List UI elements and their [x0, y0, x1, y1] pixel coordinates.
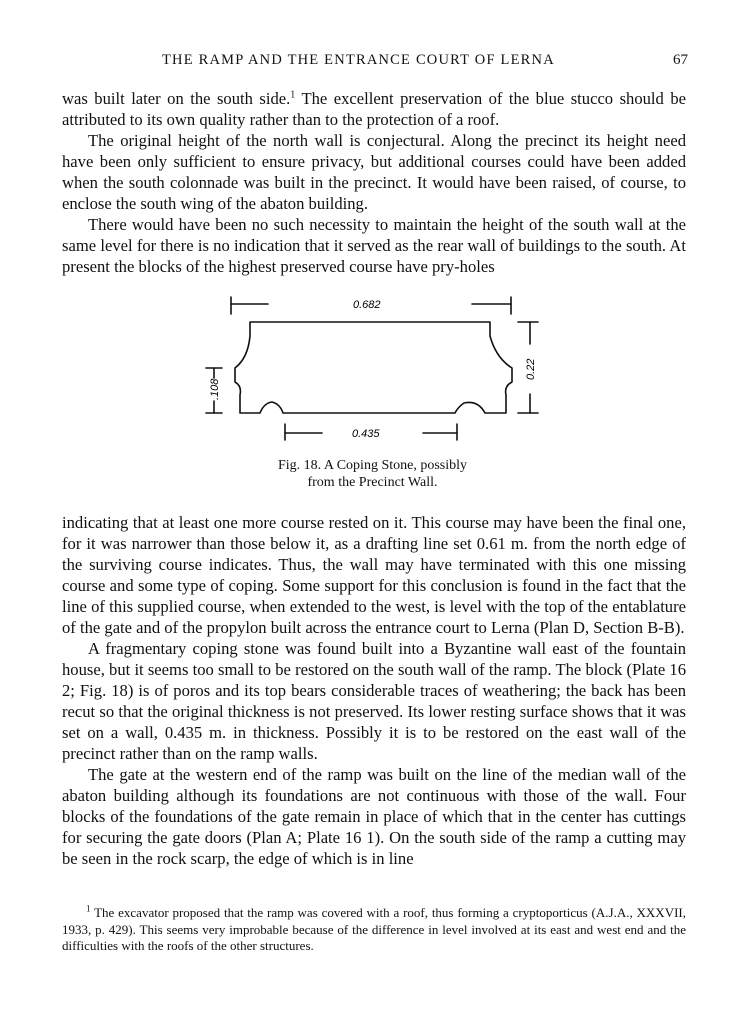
caption-line-2: from the Precinct Wall. — [307, 475, 438, 490]
text-block-top — [62, 88, 686, 277]
footnote-mark: 1 — [86, 903, 91, 914]
paragraph-2: The original height of the north wall is conjectural. Along the precinct its height need have been only sufficient to ensure privacy, but additional courses could have been added when the south colonnade was built in the precinct. It would have been raised, of course, to enclose the south wing of the abaton building. — [62, 131, 686, 213]
footnote-text: The excavator proposed that the ramp was covered with a roof, thus forming a cryptoporticus (A.J.A., XXXVII, 1933, p. 429). This seems very improbable because of the difference in level involved at its east and west end and the difficulties with the roofs of the other structures. — [62, 905, 686, 954]
dimension-bottom-label: 0.435 — [352, 428, 380, 440]
footnote — [62, 905, 686, 955]
caption-line-1: Fig. 18. A Coping Stone, possibly — [277, 458, 468, 473]
running-header — [62, 52, 688, 74]
paragraph-6: The gate at the western end of the ramp was built on the line of the median wall of the abaton building although its foundations are not continuous with those of the wall. Four blocks of the foundations of the gate remain in place of which that in the center has cuttings for securing the gate doors (Plan A; Plate 16 1). On the south side of the ramp a cutting may be seen in the rock scarp, the edge of which is in line — [62, 765, 686, 868]
paragraph-3: There would have been no such necessity to maintain the height of the south wall at the same level for there is no indication that it served as the rear wall of buildings to the south. At present the blocks of the highest preserved course have pry-holes — [62, 215, 686, 276]
coping-stone-drawing — [200, 292, 545, 457]
stone-profile — [235, 322, 512, 413]
coping-stone-figure — [200, 292, 545, 462]
running-title: THE RAMP AND THE ENTRANCE COURT OF LERNA — [162, 52, 555, 68]
paragraph-4: indicating that at least one more course rested on it. This course may have been the final one, for it was narrower than those below it, as a drafting line set 0.61 m. from the north edge of the surviving course indicates. Thus, the wall may have terminated with this one missing course and some type of coping. Some support for this conclusion is found in the fact that the line of this supplied course, when extended to the west, is level with the top of the entablature of the gate and of the propylon built across the entrance court to Lerna (Plan D, Section B-B). — [62, 513, 686, 637]
figure-caption — [200, 457, 545, 491]
text-block-bottom — [62, 512, 686, 869]
dimension-left-label: .108 — [209, 378, 221, 400]
dimension-top-label: 0.682 — [353, 299, 381, 311]
dimension-right-label: 0.22 — [525, 358, 537, 380]
paragraph-5: A fragmentary coping stone was found built into a Byzantine wall east of the fountain house, but it seems too small to be restored on the south wall of the ramp. The block (Plate 16 2; Fig. 18) is of poros and its top bears considerable traces of weathering; the back has been recut so that the original thickness is not preserved. Its lower resting surface shows that it was set on a wall, 0.435 m. in thickness. Possibly it is to be restored on the east wall of the precinct rather than on the ramp walls. — [62, 639, 686, 763]
footnote-reference: 1 — [290, 89, 296, 101]
paragraph-1: was built later on the south side.$^1$ The excellent preservation of the blue stucco should be attributed to its own quality rather than to the protection of a roof. — [62, 89, 686, 129]
page-number: 67 — [673, 52, 688, 68]
